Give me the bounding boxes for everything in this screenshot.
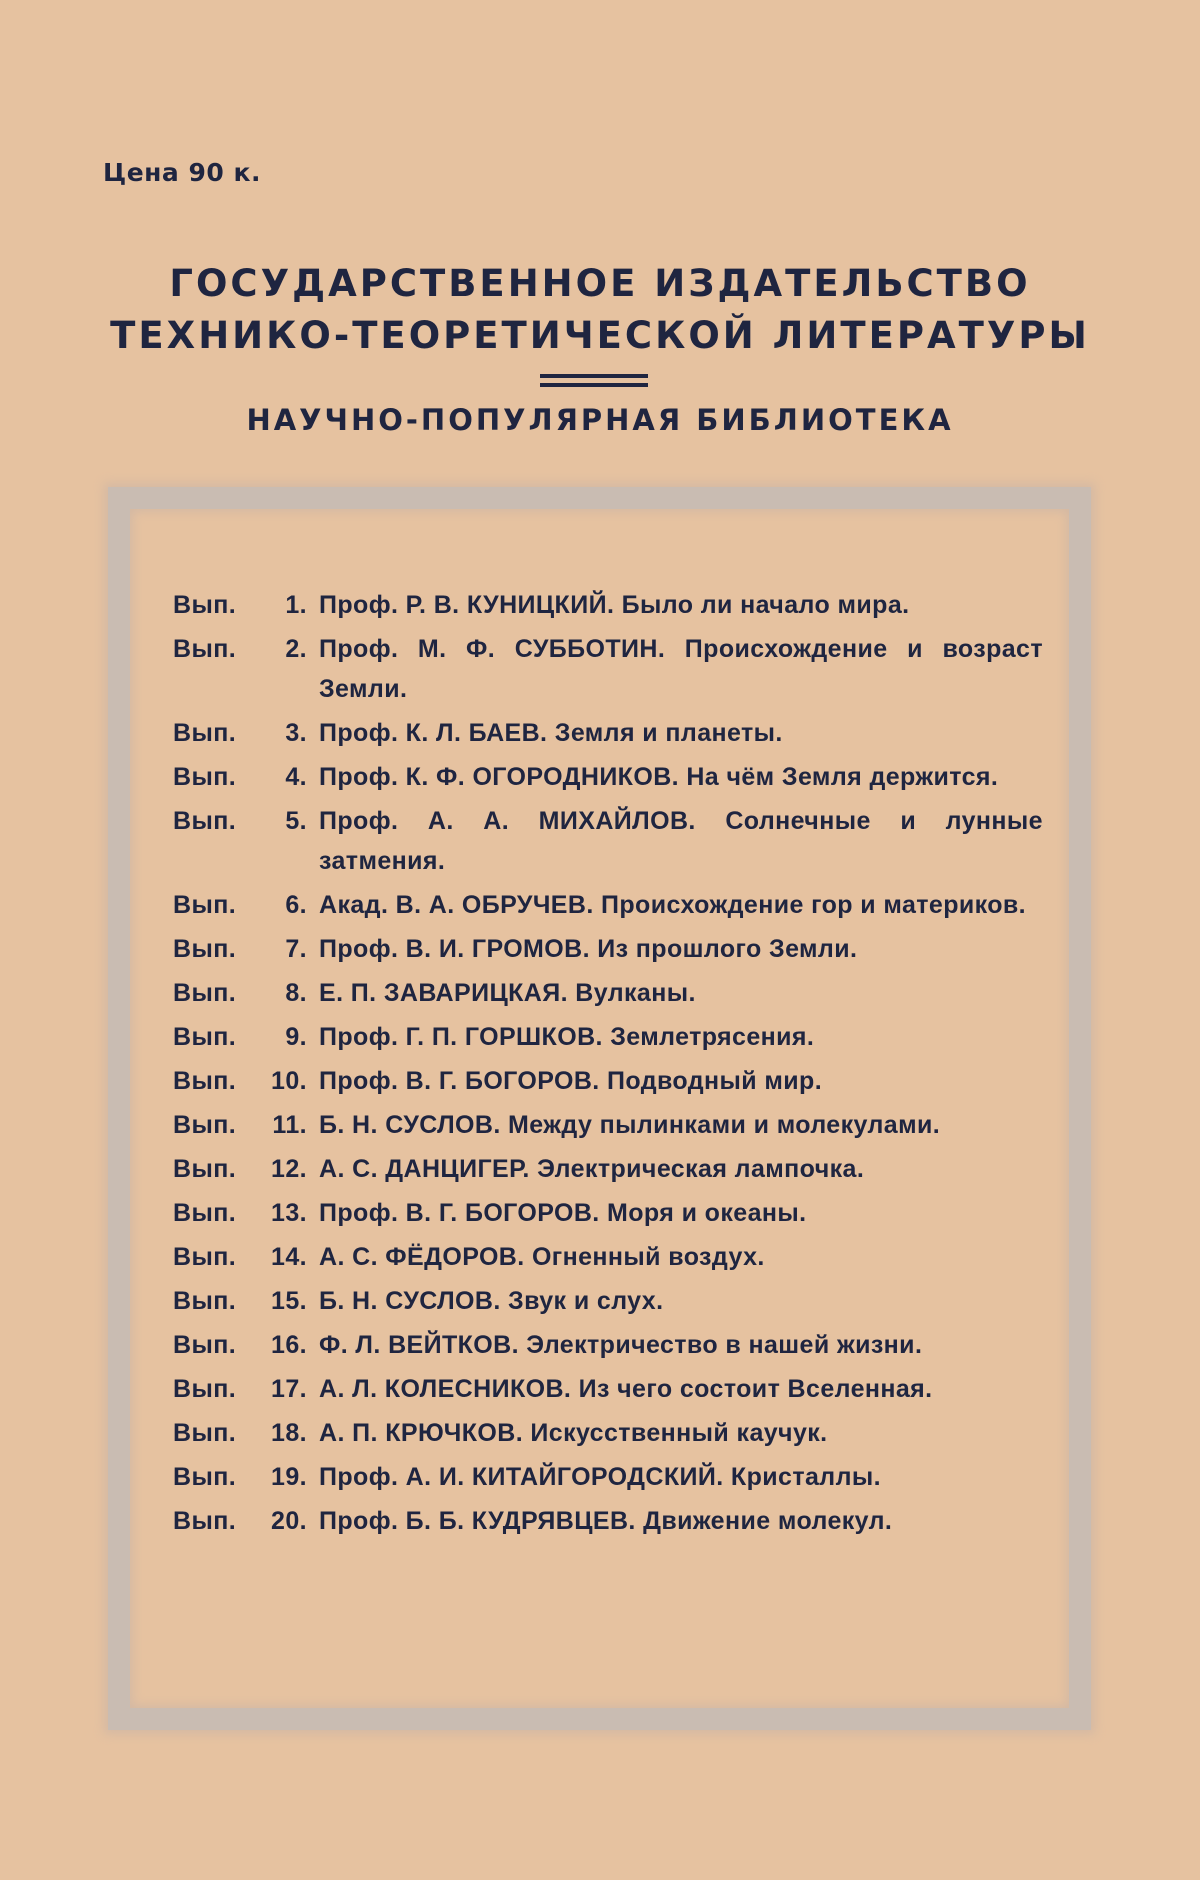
list-item [173,973,1043,1013]
issue-prefix: Вып. [173,935,237,963]
issue-title: Проф. Б. Б. КУДРЯВЦЕВ. Движение молекул. [319,1507,893,1535]
issue-prefix: Вып. [173,1199,237,1227]
issue-prefix: Вып. [173,719,237,747]
issue-title: А. С. ФЁДОРОВ. Огненный воздух. [319,1243,765,1271]
issue-number: 4. [285,763,307,791]
list-item [173,801,1043,881]
issue-number: 12. [271,1155,307,1183]
publisher-name [0,258,1200,362]
issue-list [173,585,1043,1545]
issue-title: Проф. М. Ф. СУББОТИН. Происхождение и возраст Земли. [319,635,1043,703]
issue-title: А. Л. КОЛЕСНИКОВ. Из чего состоит Вселенная. [319,1375,933,1403]
issue-prefix: Вып. [173,1067,237,1095]
issue-prefix: Вып. [173,1023,237,1051]
issue-prefix: Вып. [173,1419,237,1447]
issue-prefix: Вып. [173,1243,237,1271]
issue-number: 5. [285,807,307,835]
issue-prefix: Вып. [173,1111,237,1139]
list-item [173,1281,1043,1321]
issue-title: Проф. В. Г. БОГОРОВ. Моря и океаны. [319,1199,807,1227]
price-label: Цена 90 к. [103,158,261,187]
issue-title: Проф. В. Г. БОГОРОВ. Подводный мир. [319,1067,823,1095]
issue-number: 8. [285,979,307,1007]
list-item [173,1105,1043,1145]
issue-prefix: Вып. [173,1507,237,1535]
issue-number: 11. [272,1111,307,1139]
list-item [173,1457,1043,1497]
issue-prefix: Вып. [173,1331,237,1359]
issue-prefix: Вып. [173,1155,237,1183]
list-item [173,713,1043,753]
divider-rule-bottom [540,383,648,387]
issue-number: 3. [285,719,307,747]
issue-number: 19. [271,1463,307,1491]
issue-number: 7. [285,935,307,963]
issue-title: Акад. В. А. ОБРУЧЕВ. Происхождение гор и материков. [319,891,1027,919]
list-item [173,1369,1043,1409]
issue-number: 10. [271,1067,307,1095]
list-item [173,1017,1043,1057]
issue-prefix: Вып. [173,1287,237,1315]
issue-prefix: Вып. [173,591,237,619]
issue-prefix: Вып. [173,763,237,791]
issue-prefix: Вып. [173,807,237,835]
issue-number: 18. [271,1419,307,1447]
list-item [173,929,1043,969]
issue-number: 6. [285,891,307,919]
list-item [173,629,1043,709]
issue-number: 16. [271,1331,307,1359]
issue-prefix: Вып. [173,979,237,1007]
issue-title: Б. Н. СУСЛОВ. Звук и слух. [319,1287,664,1315]
issue-title: Проф. В. И. ГРОМОВ. Из прошлого Земли. [319,935,858,963]
list-item [173,1149,1043,1189]
issue-number: 1. [285,591,307,619]
issue-number: 2. [285,635,307,663]
issue-title: Проф. К. Ф. ОГОРОДНИКОВ. На чём Земля держится. [319,763,999,791]
issue-number: 14. [271,1243,307,1271]
issue-title: Проф. А. И. КИТАЙГОРОДСКИЙ. Кристаллы. [319,1463,881,1491]
list-item [173,1501,1043,1541]
list-item [173,1237,1043,1277]
divider-rule-top [540,374,648,378]
list-item [173,585,1043,625]
issue-number: 9. [285,1023,307,1051]
publisher-name-line-1: ГОСУДАРСТВЕННОЕ ИЗДАТЕЛЬСТВО [169,262,1031,305]
issue-prefix: Вып. [173,891,237,919]
issue-prefix: Вып. [173,1375,237,1403]
issue-title: Ф. Л. ВЕЙТКОВ. Электричество в нашей жизни. [319,1331,923,1359]
issue-title: Проф. Р. В. КУНИЦКИЙ. Было ли начало мира. [319,591,910,619]
issue-title: Проф. Г. П. ГОРШКОВ. Землетрясения. [319,1023,815,1051]
issue-title: А. П. КРЮЧКОВ. Искусственный каучук. [319,1419,828,1447]
list-item [173,757,1043,797]
publisher-name-line-2: ТЕХНИКО-ТЕОРЕТИЧЕСКОЙ ЛИТЕРАТУРЫ [110,314,1090,357]
issue-number: 15. [271,1287,307,1315]
issue-number: 17. [271,1375,307,1403]
issue-prefix: Вып. [173,1463,237,1491]
list-item [173,885,1043,925]
list-item [173,1413,1043,1453]
issue-number: 20. [271,1507,307,1535]
list-item [173,1061,1043,1101]
issue-title: А. С. ДАНЦИГЕР. Электрическая лампочка. [319,1155,865,1183]
issue-title: Проф. К. Л. БАЕВ. Земля и планеты. [319,719,783,747]
issue-number: 13. [271,1199,307,1227]
issue-title: Б. Н. СУСЛОВ. Между пылинками и молекулами. [319,1111,941,1139]
list-item [173,1325,1043,1365]
issue-title: Е. П. ЗАВАРИЦКАЯ. Вулканы. [319,979,696,1007]
series-title: НАУЧНО-ПОПУЛЯРНАЯ БИБЛИОТЕКА [246,403,954,437]
issue-prefix: Вып. [173,635,237,663]
issue-title: Проф. А. А. МИХАЙЛОВ. Солнечные и лунные затмения. [319,807,1043,875]
list-item [173,1193,1043,1233]
